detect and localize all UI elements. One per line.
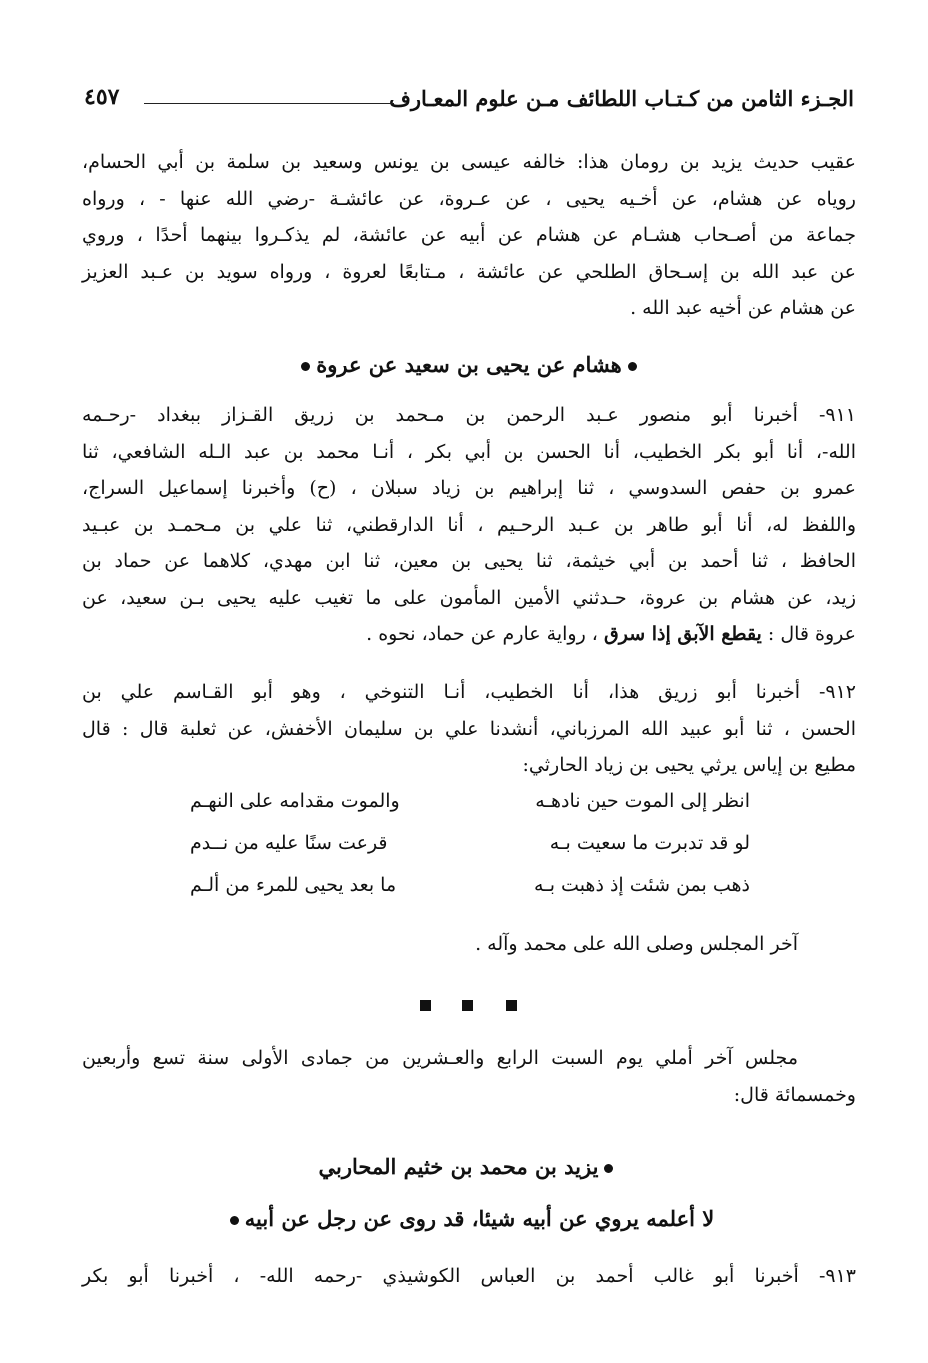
square-icon: [506, 1000, 517, 1011]
text-line: الحسن ، ثنا أبو عبيد الله المرزباني، أنشدنا علي بن سليمان الأخفش، عن ثعلبة قال : قال: [82, 717, 856, 740]
poem-verse: [190, 874, 750, 910]
verse-first-hemistich: لو قد تدبرت ما سعيت بـه: [549, 832, 750, 854]
text-fragment: ، رواية عارم عن حماد، نحوه .: [366, 623, 604, 645]
square-icon: [420, 1000, 431, 1011]
section-heading-hisham: [82, 352, 856, 377]
section-heading-yazid: [82, 1154, 856, 1179]
text-line: مطيع بن إياس يرثي يحيى بن زياد الحارثي:: [522, 754, 856, 776]
poem-verse: [190, 832, 750, 868]
text-line: وخمسمائة قال:: [733, 1083, 856, 1106]
text-line: ٩١٢- أخبرنا أبو زريق هذا، أنا الخطيب، أنـا التنوخي ، وهو أبو القـاسم علي بن: [82, 681, 856, 703]
verse-first-hemistich: انظر إلى الموت حين نادهـه: [535, 790, 750, 812]
text-line: ٩١١- أخبرنا أبو منصور عـبد الرحمن بن مـحمد بن زريق القـزاز ببغداد -رحـمه: [82, 404, 856, 426]
section-separator: [410, 1000, 530, 1014]
bullet-icon: [230, 1216, 239, 1225]
hadith-912: [82, 674, 856, 784]
closing-line: آخر المجلس وصلى الله على محمد وآله .: [475, 933, 798, 955]
verse-second-hemistich: قرعت سنًا عليه من نــدم: [190, 832, 388, 854]
text-line: عن عبد الله بن إسـحاق الطلحي عن عائشة ، مـتابعًا لعروة ، ورواه سويد بن عـبد العزيز: [82, 260, 856, 283]
verse-second-hemistich: والموت مقدامه على النهـم: [190, 790, 400, 812]
text-line: ٩١٣- أخبرنا أبو غالب أحمد بن العباس الكوشيذي -رحمه الله- ، أخبرنا أبو بكر: [82, 1265, 856, 1287]
intro-paragraph: [82, 144, 856, 327]
hadith-913: [82, 1258, 856, 1295]
square-icon: [462, 1000, 473, 1011]
text-fragment: عروة قال :: [761, 623, 856, 645]
header-title: الجـزء الثامن من كـتـاب اللطائف مـن علوم المعـارف: [389, 86, 854, 111]
text-line: عقيب حديث يزيد بن رومان هذا: خالفه عيسى بن يونس وسعيد بن سلمة بن أبي الحسام،: [82, 151, 856, 173]
text-line: عن هشام عن أخيه عبد الله .: [630, 297, 856, 319]
text-line: الله-، أنا أبو بكر الخطيب، أنا الحسن بن أبي بكر ، أنـا محمد بن عبد الـله الشافعي، ثنا: [82, 440, 856, 463]
section-subheading: [82, 1206, 856, 1231]
verse-first-hemistich: ذهب بمن شئت إذ ذهبت بـه: [533, 874, 750, 896]
heading-text: يزيد بن محمد بن خثيم المحاربي: [318, 1154, 599, 1179]
text-line: زيد، عن هشام بن عروة، حـدثني الأمين المأمون على ما تغيب عليه يحيى بـن سعيد، عن: [82, 586, 856, 609]
text-line: الحافظ ، ثنا أحمد بن أبي خيثمة، ثنا يحيى بن معين، ثنا ابن مهدي، كلاهما عن حماد بن: [82, 550, 856, 572]
heading-text: لا أعلمه يروي عن أبيه شيئا، قد روى عن رجل عن أبيه: [244, 1206, 715, 1231]
text-line: عمرو بن حفص السدوسي ، ثنا إبراهيم بن زياد سبلان ، (ح) وأخبرنا إسماعيل السراج،: [82, 477, 856, 499]
text-line: مجلس آخر أملي يوم السبت الرابع والعـشرين من جمادى الأولى سنة تسع وأربعين: [82, 1047, 798, 1069]
bullet-icon: [604, 1164, 613, 1173]
header-rule: [144, 103, 394, 104]
text-line: روياه عن هشام، عن أخـيه يحيى ، عن عـروة، عن عائشـة -رضي الله عنها - ، ورواه: [82, 187, 856, 210]
page-number: ٤٥٧: [84, 84, 120, 110]
majlis-intro: [82, 1040, 856, 1113]
heading-text: هشام عن يحيى بن سعيد عن عروة: [316, 352, 622, 377]
hadith-911: [82, 397, 856, 653]
bullet-icon: [628, 362, 637, 371]
text-line: واللفظ له، أنا أبو طاهر بن عـبد الرحـيم ، أنا الدارقطني، ثنا علي بن مـحمـد بن عبـيد: [82, 513, 856, 536]
verse-second-hemistich: ما بعد يحيى للمرء من ألـم: [190, 874, 397, 896]
hadith-quote: يقطع الآبق إذا سرق: [603, 623, 762, 645]
poem-verse: [190, 790, 750, 826]
text-line: جماعة من أصـحاب هشـام عن هشام عن أبيه عن عائشة، لم يذكـروا بينهما أحدًا ، وروي: [82, 224, 856, 246]
text-line: [82, 616, 856, 653]
bullet-icon: [301, 362, 310, 371]
page-header: [84, 84, 854, 124]
